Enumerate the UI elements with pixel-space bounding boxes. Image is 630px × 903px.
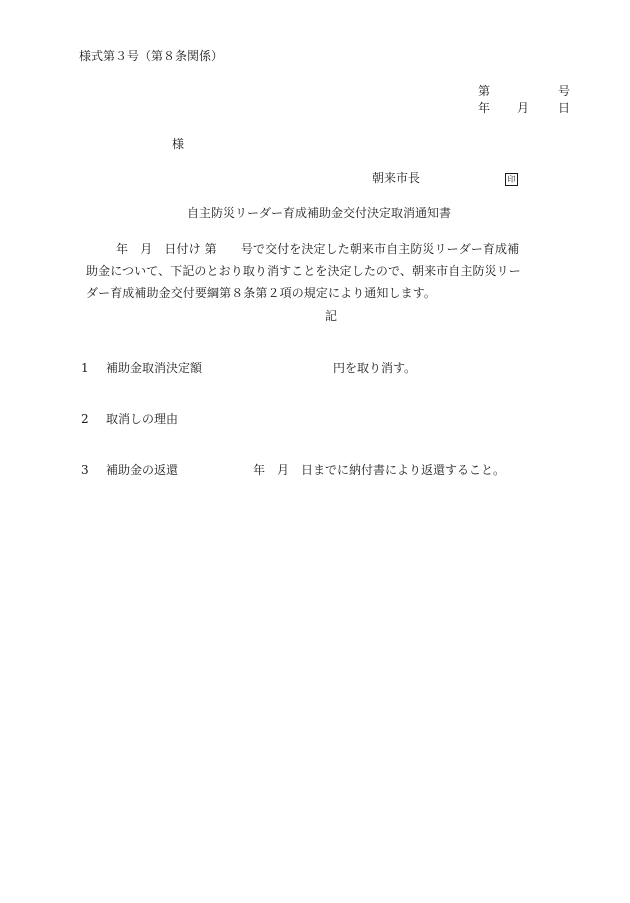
item-number: 3 bbox=[81, 463, 89, 477]
body-line: 助金について、下記のとおり取り消すことを決定したので、朝来市自主防災リー bbox=[86, 264, 521, 278]
item-number: 1 bbox=[81, 361, 89, 375]
issuer-name: 朝来市長 bbox=[372, 171, 421, 185]
date-year: 年 bbox=[478, 101, 491, 115]
body-paragraph bbox=[86, 238, 582, 304]
item-label: 取消しの理由 bbox=[106, 412, 179, 426]
date-month: 月 bbox=[517, 101, 530, 115]
ki-heading: 記 bbox=[325, 309, 338, 323]
body-line: ダー育成補助金交付要綱第８条第２項の規定により通知します。 bbox=[86, 286, 436, 300]
doc-number-suffix: 号 bbox=[558, 84, 571, 98]
document-title: 自主防災リーダー育成補助金交付決定取消通知書 bbox=[187, 206, 452, 220]
item-detail: 円を取り消す。 bbox=[333, 361, 417, 375]
item-label: 補助金の返還 bbox=[106, 463, 179, 477]
item-number: 2 bbox=[81, 412, 89, 426]
doc-number-prefix: 第 bbox=[478, 84, 491, 98]
form-number: 様式第３号（第８条関係） bbox=[79, 49, 224, 63]
official-seal bbox=[505, 171, 518, 186]
item-detail: 年 月 日までに納付書により返還すること。 bbox=[253, 463, 506, 477]
seal-mark: 印 bbox=[505, 173, 518, 186]
date-day: 日 bbox=[558, 101, 571, 115]
item-label: 補助金取消決定額 bbox=[106, 361, 203, 375]
addressee-suffix: 様 bbox=[172, 137, 185, 151]
body-line: 年 月 日付け 第 号で交付を決定した朝来市自主防災リーダー育成補 bbox=[116, 242, 520, 256]
